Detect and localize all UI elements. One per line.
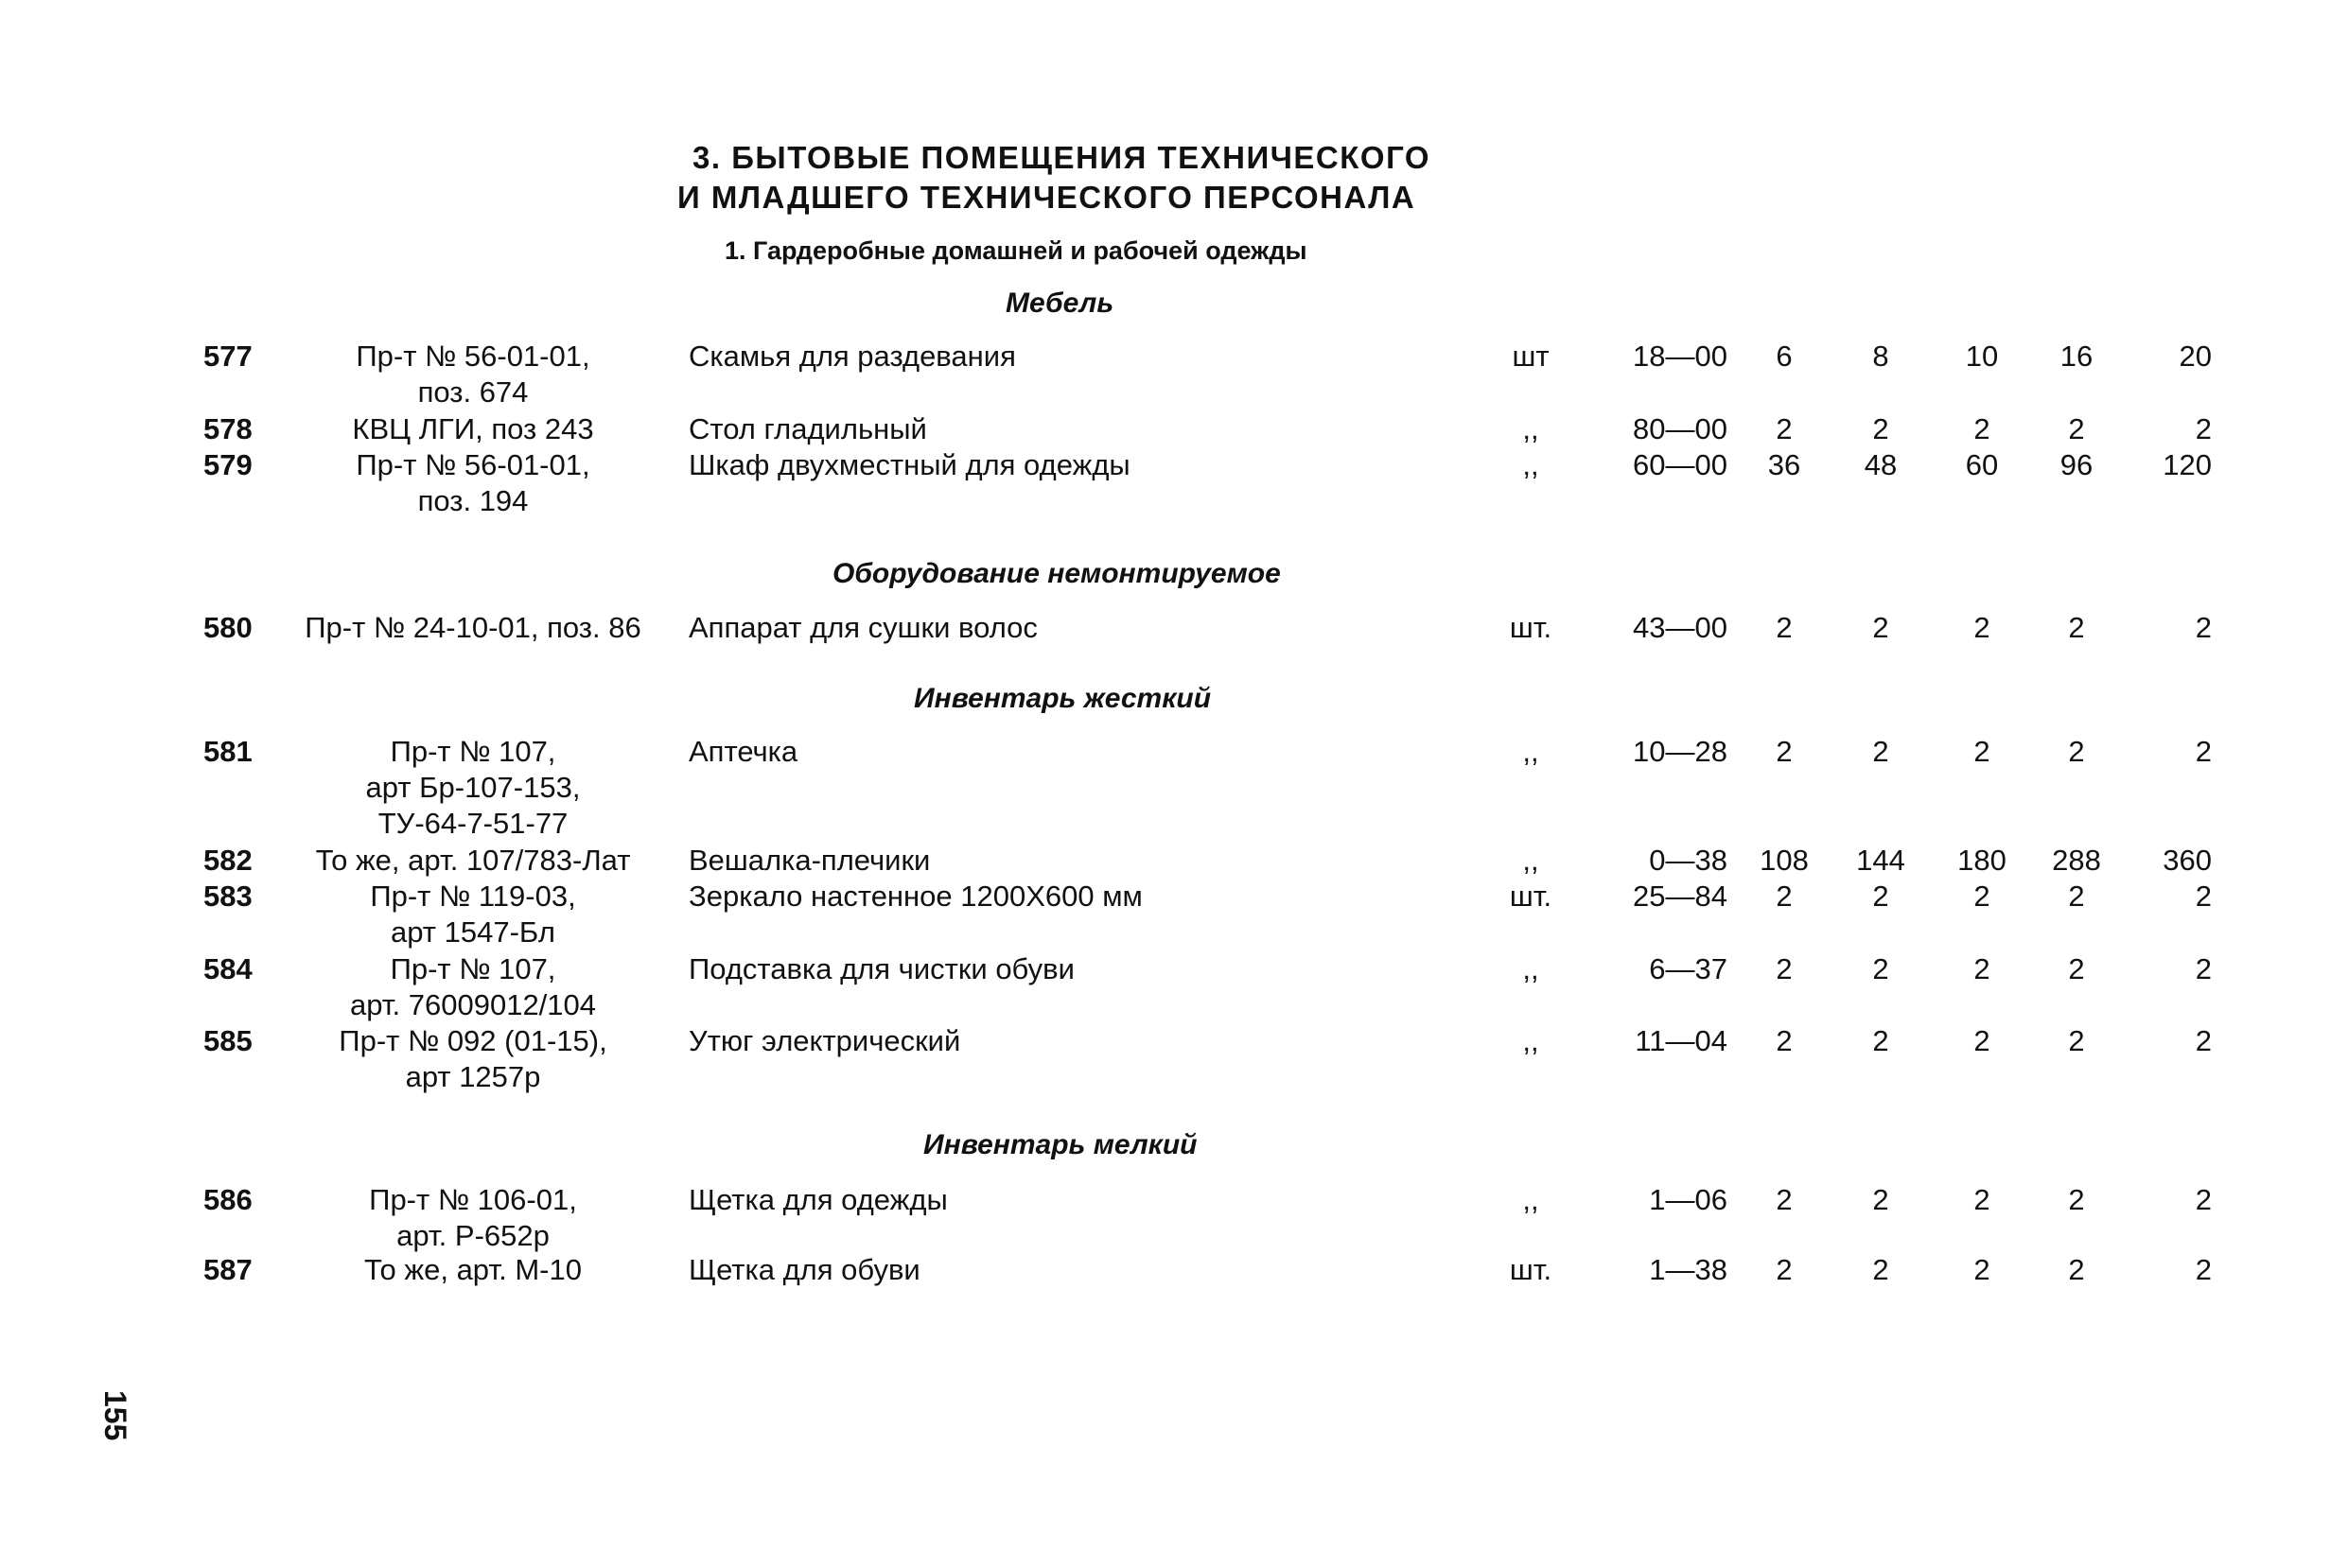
reference-line: Пр-т № 56-01-01, [356,448,590,481]
row-qty-5: 120 [2163,448,2212,481]
row-unit: ,, [1522,448,1539,481]
row-price: 6—37 [1649,952,1727,985]
row-qty-1: 2 [1776,1183,1793,1216]
row-qty-3: 2 [1973,1024,1990,1057]
row-qty-4: 2 [2068,880,2085,913]
row-qty-5: 2 [2195,1183,2212,1216]
row-qty-3: 2 [1973,412,1990,445]
row-qty-4: 2 [2068,1024,2085,1057]
section-title-hard-inventory: Инвентарь жесткий [914,683,1212,714]
row-reference [284,1252,662,1288]
row-reference [284,411,662,447]
row-item-name: Стол гладильный [689,412,927,445]
section-title-furniture: Мебель [1006,287,1114,319]
row-reference [284,734,662,842]
page-number: 155 [98,1390,132,1441]
row-unit: шт [1512,340,1550,373]
row-item-name: Шкаф двухместный для одежды [689,448,1130,481]
reference-line: поз. 194 [417,484,529,517]
row-price: 11—04 [1635,1024,1727,1057]
row-qty-4: 2 [2068,1183,2085,1216]
row-number: 585 [203,1024,253,1057]
row-qty-1: 2 [1776,1024,1793,1057]
reference-line: арт. Р-652р [396,1219,550,1252]
row-reference [284,1023,662,1095]
row-price: 80—00 [1633,412,1727,445]
row-number: 579 [203,448,253,481]
row-qty-4: 2 [2068,735,2085,768]
row-number: 587 [203,1253,253,1286]
reference-line: Пр-т № 56-01-01, [356,340,590,373]
reference-line: Пр-т № 092 (01-15), [339,1024,607,1057]
row-item-name: Подставка для чистки обуви [689,952,1075,985]
row-qty-5: 2 [2195,611,2212,644]
row-qty-3: 2 [1973,1183,1990,1216]
section-title-equipment: Оборудование немонтируемое [832,558,1281,589]
section-title-small-inventory: Инвентарь мелкий [923,1129,1198,1160]
row-qty-2: 144 [1856,844,1905,877]
row-qty-3: 2 [1973,735,1990,768]
row-qty-1: 2 [1776,880,1793,913]
row-qty-1: 108 [1760,844,1809,877]
row-unit: ,, [1522,412,1539,445]
row-item-name: Аппарат для сушки волос [689,611,1038,644]
row-reference [284,610,662,646]
row-qty-1: 6 [1776,340,1793,373]
row-qty-1: 2 [1776,735,1793,768]
row-unit: ,, [1522,952,1539,985]
reference-line: поз. 674 [417,375,529,409]
row-price: 1—38 [1649,1253,1727,1286]
row-item-name: Вешалка-плечики [689,844,931,877]
row-qty-4: 16 [2059,340,2094,373]
row-qty-5: 360 [2163,844,2212,877]
row-price: 43—00 [1633,611,1727,644]
row-unit: ,, [1522,735,1539,768]
reference-line: арт 1547-Бл [391,915,555,949]
row-qty-3: 180 [1957,844,2006,877]
row-item-name: Щетка для обуви [689,1253,920,1286]
row-qty-2: 8 [1872,340,1889,373]
row-qty-2: 2 [1872,952,1889,985]
row-qty-2: 2 [1872,880,1889,913]
reference-line: Пр-т № 107, [390,952,556,985]
row-item-name: Щетка для одежды [689,1183,948,1216]
row-reference [284,1182,662,1254]
row-qty-4: 2 [2068,952,2085,985]
row-price: 0—38 [1649,844,1727,877]
row-qty-2: 2 [1872,735,1889,768]
row-unit: ,, [1522,844,1539,877]
row-unit: шт. [1509,611,1552,644]
row-qty-3: 2 [1973,1253,1990,1286]
row-qty-4: 2 [2068,1253,2085,1286]
row-item-name: Скамья для раздевания [689,340,1016,373]
row-qty-4: 2 [2068,412,2085,445]
row-unit: шт. [1509,1253,1552,1286]
row-number: 581 [203,735,253,768]
row-qty-3: 60 [1965,448,1999,481]
row-qty-5: 2 [2195,1024,2212,1057]
row-qty-2: 2 [1872,1024,1889,1057]
reference-line: Пр-т № 24-10-01, поз. 86 [305,611,641,644]
heading-line-1-text: 3. БЫТОВЫЕ ПОМЕЩЕНИЯ ТЕХНИЧЕСКОГО [692,140,1431,175]
row-qty-1: 36 [1767,448,1801,481]
row-reference [284,339,662,410]
row-qty-3: 2 [1973,880,1990,913]
row-item-name: Зеркало настенное 1200Х600 мм [689,880,1143,913]
row-unit: шт. [1509,880,1552,913]
row-price: 60—00 [1633,448,1727,481]
row-qty-4: 288 [2052,844,2101,877]
reference-line: Пр-т № 119-03, [370,880,576,913]
row-qty-5: 2 [2195,412,2212,445]
row-qty-2: 2 [1872,1183,1889,1216]
reference-line: То же, арт. М-10 [364,1253,582,1286]
row-item-name: Аптечка [689,735,798,768]
row-item-name: Утюг электрический [689,1024,961,1057]
row-qty-5: 2 [2195,880,2212,913]
row-qty-5: 20 [2179,340,2212,373]
heading-line-2-text: И МЛАДШЕГО ТЕХНИЧЕСКОГО ПЕРСОНАЛА [677,180,1416,215]
row-qty-5: 2 [2195,735,2212,768]
row-unit: ,, [1522,1024,1539,1057]
row-number: 580 [203,611,253,644]
reference-line: Пр-т № 107, [390,735,556,768]
subheading: 1. Гардеробные домашней и рабочей одежды [725,236,1307,265]
row-qty-1: 2 [1776,1253,1793,1286]
row-qty-2: 2 [1872,1253,1889,1286]
row-price: 18—00 [1633,340,1727,373]
reference-line: Пр-т № 106-01, [369,1183,577,1216]
row-price: 25—84 [1633,880,1727,913]
row-number: 578 [203,412,253,445]
row-qty-3: 10 [1965,340,1999,373]
row-reference [284,879,662,950]
row-qty-1: 2 [1776,412,1793,445]
row-number: 577 [203,340,253,373]
row-qty-3: 2 [1973,611,1990,644]
row-qty-5: 2 [2195,1253,2212,1286]
row-reference [284,951,662,1023]
reference-line: арт. 76009012/104 [349,988,597,1021]
row-qty-1: 2 [1776,611,1793,644]
row-number: 583 [203,880,253,913]
row-qty-2: 48 [1864,448,1898,481]
reference-line: арт Бр-107-153, [365,771,581,804]
row-qty-2: 2 [1872,611,1889,644]
row-qty-4: 96 [2059,448,2094,481]
reference-line: ТУ-64-7-51-77 [377,807,569,840]
row-qty-1: 2 [1776,952,1793,985]
reference-line: То же, арт. 107/783-Лат [315,844,631,877]
row-number: 582 [203,844,253,877]
row-unit: ,, [1522,1183,1539,1216]
row-price: 10—28 [1633,735,1727,768]
row-reference [284,447,662,519]
reference-line: арт 1257р [405,1060,541,1093]
row-number: 584 [203,952,253,985]
row-reference [284,843,662,879]
row-number: 586 [203,1183,253,1216]
row-qty-5: 2 [2195,952,2212,985]
row-price: 1—06 [1649,1183,1727,1216]
row-qty-4: 2 [2068,611,2085,644]
row-qty-2: 2 [1872,412,1889,445]
reference-line: КВЦ ЛГИ, поз 243 [352,412,594,445]
row-qty-3: 2 [1973,952,1990,985]
